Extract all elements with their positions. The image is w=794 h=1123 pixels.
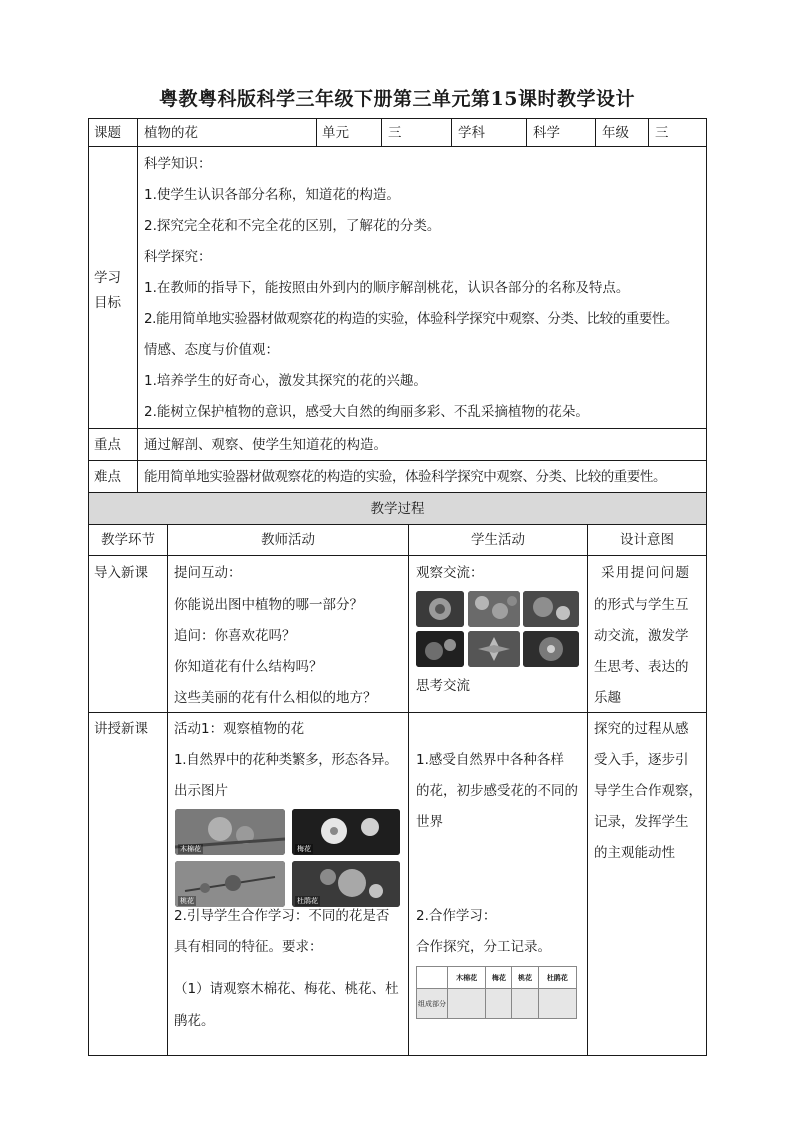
student-line: 的花，初步感受花的不同的 xyxy=(416,783,578,799)
photo-label: 木棉花 xyxy=(180,845,201,853)
difficulty-text: 能用简单地实验器材做观察花的构造的实验，体验科学探究中观察、分类、比较的重要性。 xyxy=(144,469,666,485)
flower-photo xyxy=(468,591,520,627)
intent-line: 受入手，逐步引 xyxy=(594,752,689,768)
column-header: 教师活动 xyxy=(261,532,315,548)
student-line: 世界 xyxy=(416,814,443,830)
intent-line: 的主观能动性 xyxy=(594,845,675,861)
table-border xyxy=(88,118,89,1056)
table-border xyxy=(451,118,452,146)
teacher-line: 出示图片 xyxy=(174,783,228,799)
teacher-line: 活动1：观察植物的花 xyxy=(174,721,305,737)
teacher-line: （1）请观察木棉花、梅花、桃花、杜 xyxy=(174,981,399,997)
topic-label: 课题 xyxy=(94,125,121,141)
key-point-label: 重点 xyxy=(94,437,121,453)
flower-photo xyxy=(175,861,285,907)
objective-line: 情感、态度与价值观： xyxy=(144,342,279,358)
table-cell xyxy=(486,989,512,1019)
objectives-label: 目标 xyxy=(94,295,121,311)
teacher-line: 追问：你喜欢花吗？ xyxy=(174,628,296,644)
teacher-line: 具有相同的特征。要求： xyxy=(174,939,323,955)
table-header-cell: 杜鹃花 xyxy=(538,967,576,989)
table-border xyxy=(587,524,588,1056)
student-line: 1.感受自然界中各种各样 xyxy=(416,752,564,768)
table-border xyxy=(88,1055,707,1056)
intent-line: 动交流，激发学 xyxy=(594,628,689,644)
objective-line: 1.使学生认识各部分名称，知道花的构造。 xyxy=(144,187,400,203)
intent-line: 记录，发挥学生 xyxy=(594,814,689,830)
stage-label: 导入新课 xyxy=(94,565,148,581)
table-border xyxy=(137,118,138,492)
difficulty-label: 难点 xyxy=(94,469,121,485)
flower-photo xyxy=(292,809,400,855)
stage-label: 讲授新课 xyxy=(94,721,148,737)
table-cell xyxy=(538,989,576,1019)
table-border xyxy=(526,118,527,146)
teacher-line: 1.自然界中的花种类繁多，形态各异。 xyxy=(174,752,398,768)
table-cell xyxy=(448,989,486,1019)
table-border xyxy=(316,118,317,146)
table-header-cell: 梅花 xyxy=(486,967,512,989)
student-line: 合作探究，分工记录。 xyxy=(416,939,551,955)
table-border xyxy=(88,118,707,119)
column-header: 学生活动 xyxy=(471,532,525,548)
table-row xyxy=(417,967,577,989)
subject-value: 科学 xyxy=(533,125,560,141)
column-header: 设计意图 xyxy=(620,532,674,548)
record-table xyxy=(416,966,577,1019)
process-header: 教学过程 xyxy=(370,501,425,517)
student-line: 2.合作学习： xyxy=(416,908,497,924)
intent-line: 乐趣 xyxy=(594,690,621,706)
topic-value: 植物的花 xyxy=(144,125,198,141)
objective-line: 1.在教师的指导下，能按照由外到内的顺序解剖桃花，认识各部分的名称及特点。 xyxy=(144,280,630,296)
table-header-cell: 木棉花 xyxy=(448,967,486,989)
subject-label: 学科 xyxy=(458,125,485,141)
teacher-line: 你知道花有什么结构吗？ xyxy=(174,659,323,675)
student-line: 观察交流： xyxy=(416,565,484,581)
photo-label: 杜鹃花 xyxy=(297,897,318,905)
intent-line: 探究的过程从感 xyxy=(594,721,689,737)
table-border xyxy=(408,524,409,1056)
intent-line: 导学生合作观察， xyxy=(594,783,702,799)
flower-photo xyxy=(468,631,520,667)
table-border xyxy=(381,118,382,146)
objective-line: 科学探究： xyxy=(144,249,212,265)
photo-label: 桃花 xyxy=(180,897,194,905)
table-border xyxy=(88,460,707,461)
objective-line: 科学知识： xyxy=(144,156,212,172)
column-header: 教学环节 xyxy=(101,532,155,548)
teacher-line: 这些美丽的花有什么相似的地方？ xyxy=(174,690,377,706)
objectives-label: 学习 xyxy=(94,270,121,286)
student-line: 思考交流 xyxy=(416,678,470,694)
flower-photo xyxy=(523,591,579,627)
table-header-cell xyxy=(417,967,448,989)
teacher-line: 2.引导学生合作学习：不同的花是否 xyxy=(174,908,390,924)
table-row xyxy=(417,989,577,1019)
flower-photo xyxy=(416,591,464,627)
grade-label: 年级 xyxy=(602,125,629,141)
table-cell: 组成部分 xyxy=(417,989,448,1019)
table-border xyxy=(88,524,707,525)
grade-value: 三 xyxy=(655,125,669,141)
flower-photo xyxy=(292,861,400,907)
objective-line: 2.能用简单地实验器材做观察花的构造的实验，体验科学探究中观察、分类、比较的重要性。 xyxy=(144,311,678,327)
flower-photo xyxy=(175,809,285,855)
intent-line: 的形式与学生互 xyxy=(594,597,689,613)
photo-label: 梅花 xyxy=(297,845,311,853)
teacher-line: 你能说出图中植物的哪一部分？ xyxy=(174,597,363,613)
intent-line: 采用提问问题 xyxy=(601,565,691,581)
teacher-line: 提问互动： xyxy=(174,565,242,581)
table-header-cell: 桃花 xyxy=(512,967,538,989)
table-border xyxy=(595,118,596,146)
unit-value: 三 xyxy=(388,125,402,141)
objective-line: 2.探究完全花和不完全花的区别，了解花的分类。 xyxy=(144,218,441,234)
table-border xyxy=(706,118,707,1056)
objective-line: 2.能树立保护植物的意识，感受大自然的绚丽多彩、不乱采摘植物的花朵。 xyxy=(144,404,589,420)
flower-photo xyxy=(416,631,464,667)
table-border xyxy=(88,428,707,429)
key-point-text: 通过解剖、观察、使学生知道花的构造。 xyxy=(144,437,387,453)
table-border xyxy=(648,118,649,146)
intent-line: 生思考、表达的 xyxy=(594,659,689,675)
teacher-line: 鹃花。 xyxy=(174,1013,215,1029)
unit-label: 单元 xyxy=(322,125,349,141)
table-cell xyxy=(512,989,538,1019)
flower-photo xyxy=(523,631,579,667)
table-border xyxy=(88,146,707,147)
objective-line: 1.培养学生的好奇心，激发其探究的花的兴趣。 xyxy=(144,373,427,389)
table-border xyxy=(88,712,707,713)
table-border xyxy=(88,555,707,556)
page-title: 粤教粤科版科学三年级下册第三单元第15课时教学设计 xyxy=(159,88,635,110)
table-border xyxy=(167,524,168,1056)
